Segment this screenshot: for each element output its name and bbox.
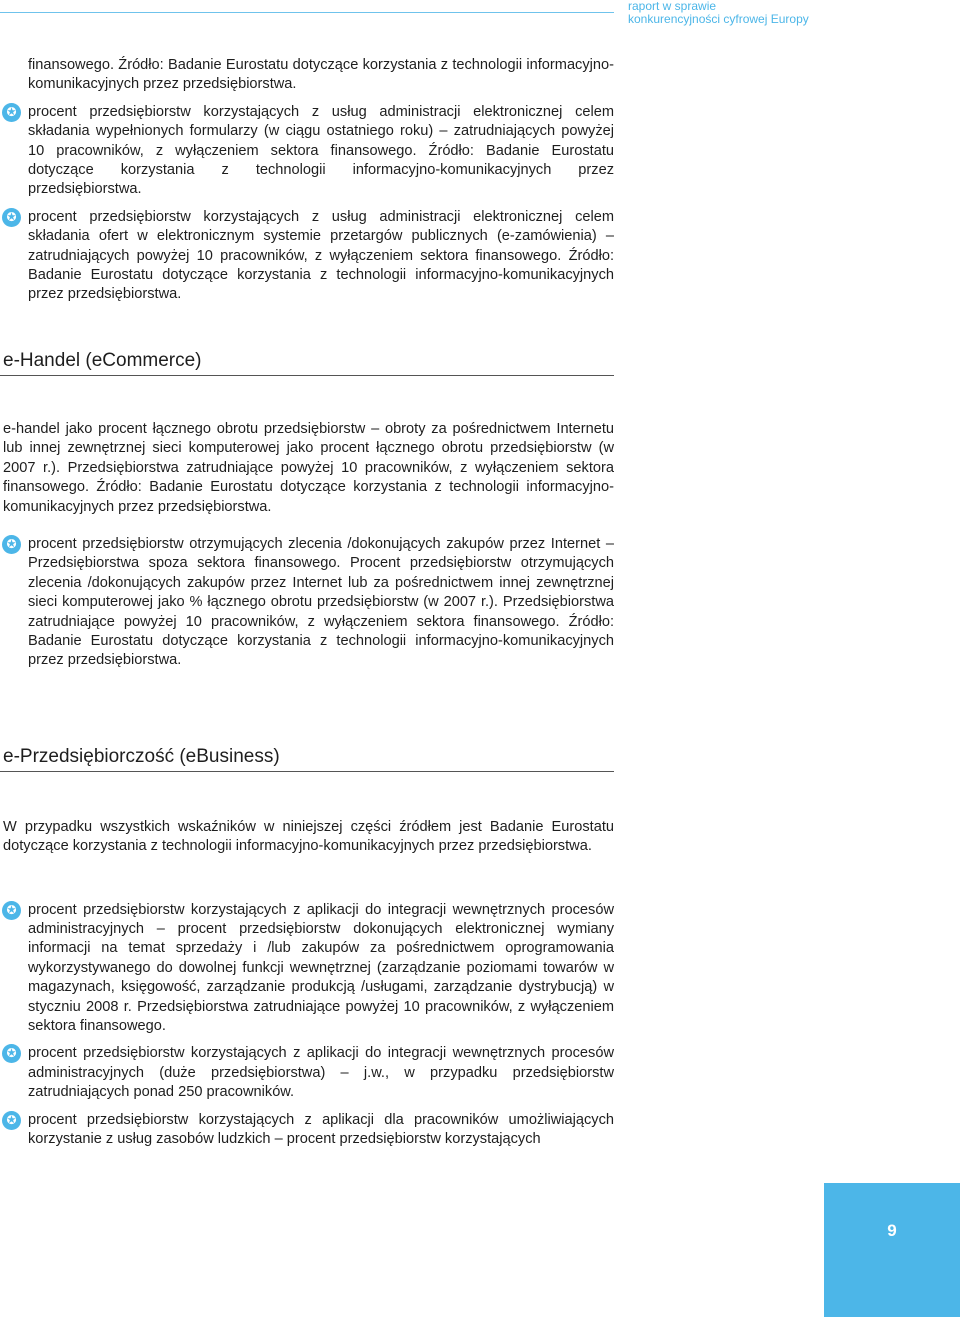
- bullet-text: procent przedsiębiorstw otrzymujących zlecenia /dokonujących zakupów przez Internet – Przedsiębiorstwa spoza sektora finansowego. Procent przedsiębiorstw otrzymujących zlecenia /dokonujących zakupów przez Internet lub za pośrednictwem innej zewnętrznej sieci komputerowej jako % łącznego obrotu przedsiębiorstw (w 2007 r.). Przedsiębiorstwa zatrudniające powyżej 10 pracowników, z wyłączeniem sektora finansowego. Źródło: Badanie Eurostatu dotyczące korzystania z technologii informacyjno-komunikacyjnych przez przedsiębiorstwa.: [28, 535, 614, 669]
- header-rule: [0, 12, 614, 13]
- star-bullet-icon: ✪: [2, 901, 21, 920]
- continued-bullet-text: [0, 56, 614, 95]
- star-bullet-icon: ✪: [2, 1111, 21, 1130]
- bullet-item: [0, 103, 614, 200]
- bullet-text: procent przedsiębiorstw korzystających z usług administracji elektronicznej celem składania wypełnionych formularzy (w ciągu ostatniego roku) – zatrudniających powyżej 10 pracowników, z wyłączeniem sektora finansowego. Źródło: Badanie Eurostatu dotyczące korzystania z technologii informacyjno-komunikacyjnych przez przedsiębiorstwa.: [28, 103, 614, 198]
- page-content: [0, 56, 614, 1149]
- ebusiness-paragraph: W przypadku wszystkich wskaźników w niniejszej części źródłem jest Badanie Eurostatu dotyczące korzystania z technologii informacyjno-komunikacyjnych przez przedsiębiorstwa.: [3, 818, 614, 855]
- header-line-1: raport w sprawie: [628, 0, 717, 13]
- bullet-text: procent przedsiębiorstw korzystających z usług administracji elektronicznej celem składania ofert w elektronicznym systemie przetargów publicznych (e-zamówienia) – zatrudniających powyżej 10 pracowników, z wyłączeniem sektora finansowego. Źródło: Badanie Eurostatu dotyczące korzystania z technologii informacyjno-komunikacyjnych przez przedsiębiorstwa.: [28, 208, 614, 303]
- bullet-text: procent przedsiębiorstw korzystających z aplikacji do integracji wewnętrznych procesów administracyjnych – procent przedsiębiorstw dokonujących elektronicznej wymiany informacji na temat sprzedaży i /lub zakupów za pośrednictwem oprogramowania wykorzystywanego do dowolnej funkcji wewnętrznej (zarządzanie poziomami towarów w magazynach, księgowość, zarządzanie produkcją /usługami, zarządzanie dystrybucją) w styczniu 2008 r. Przedsiębiorstwa zatrudniające powyżej 10 pracowników, z wyłączeniem sektora finansowego.: [28, 901, 614, 1034]
- bullet-item: [0, 535, 614, 671]
- page-number-box: [824, 1183, 960, 1317]
- bullet-text: procent przedsiębiorstw korzystających z aplikacji dla pracowników umożliwiających korzystanie z usług zasobów ludzkich – procent przedsiębiorstw korzystających: [28, 1111, 614, 1148]
- ehandel-paragraph: e-handel jako procent łącznego obrotu przedsiębiorstw – obroty za pośrednictwem Internetu lub innej zewnętrznej sieci komputerowej jako procent łącznego obrotu przedsiębiorstw (w 2007 r.). Przedsiębiorstwa zatrudniające powyżej 10 pracowników, z wyłączeniem sektora finansowego. Źródło: Badanie Eurostatu dotyczące korzystania z technologii informacyjno-komunikacyjnych przez przedsiębiorstwa.: [3, 420, 614, 515]
- bullet-text: procent przedsiębiorstw korzystających z aplikacji do integracji wewnętrznych procesów administracyjnych (duże przedsiębiorstwa) – j.w., w przypadku przedsiębiorstw zatrudniających ponad 250 pracowników.: [28, 1045, 614, 1101]
- star-bullet-icon: ✪: [2, 208, 21, 227]
- header-line-2: konkurencyjności cyfrowej Europy: [628, 12, 809, 26]
- bullet-item: [0, 901, 614, 1037]
- bullet-item: [0, 1111, 614, 1150]
- running-header: [628, 0, 958, 26]
- section-heading-ebusiness: e-Przedsiębiorczość (eBusiness): [0, 745, 614, 772]
- section-heading-ehandel: e-Handel (eCommerce): [0, 349, 614, 376]
- star-bullet-icon: ✪: [2, 535, 21, 554]
- bullet-item: [0, 1044, 614, 1102]
- star-bullet-icon: ✪: [2, 1044, 21, 1063]
- page-number: 9: [887, 1221, 897, 1240]
- bullet-item: [0, 208, 614, 305]
- intro-text: finansowego. Źródło: Badanie Eurostatu dotyczące korzystania z technologii informacyjno-komunikacyjnych przez przedsiębiorstwa.: [28, 57, 614, 93]
- star-bullet-icon: ✪: [2, 103, 21, 122]
